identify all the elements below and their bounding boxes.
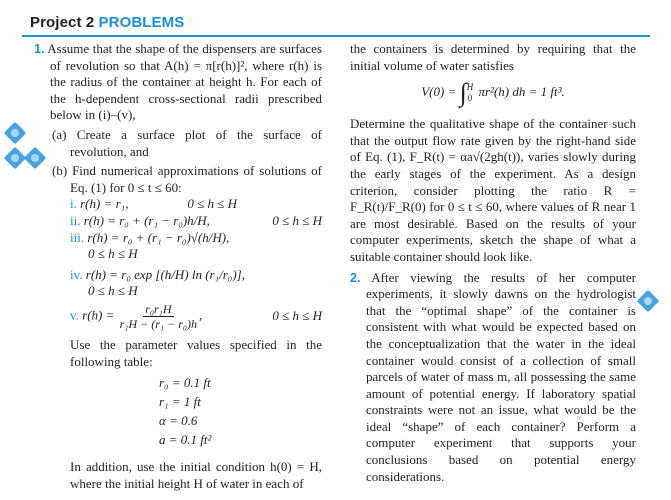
item-iii-range: 0 ≤ h ≤ H xyxy=(88,246,138,262)
item-v-fraction xyxy=(118,302,199,331)
param-intro: Use the parameter values specified in the following table: xyxy=(70,336,322,369)
problems-title: PROBLEMS xyxy=(98,14,185,31)
item-iv xyxy=(34,267,322,284)
item-iii-label: iii. xyxy=(70,229,85,245)
item-i-expr: r(h) = r₁, xyxy=(80,196,129,212)
problem-1-number: 1. xyxy=(34,42,45,56)
problem-1-text: Assume that the shape of the dispensers are surfaces of revolution so that A(h) = π[r(h)]², where r(h) is the radius of the container at height h. For each of the h-dependent cross-sectional radii prescribed below in (i)–(v), xyxy=(47,41,322,123)
volume-equation xyxy=(350,78,636,108)
problem-2-text: After viewing the results of her computer experiments, it slowly dawns on the hydrologist that the “optimal shape” of the container is consistent with what would be expected based on the conceptualization that the water in the ideal container would consist of a collection of small parcels of water of mass m, all possessing the same amount of potential energy. If laboratory spatial constraints were not an issue, what would be the ideal “shape” of each container? Perform a computer experiment that supports your conclusions based on potential energy considerations. xyxy=(366,269,636,484)
closing-text: In addition, use the initial condition h(0) = H, where the initial height H of water in each of xyxy=(70,459,322,491)
integral-limits xyxy=(467,82,474,104)
param-r0: r₀ = 0.1 ft xyxy=(159,375,211,391)
part-b: (b) Find numerical approximations of solutions of Eq. (1) for 0 ≤ t ≤ 60: xyxy=(52,163,322,195)
param-a: a = 0.1 ft² xyxy=(159,432,212,448)
item-v-comma: , xyxy=(199,307,203,323)
param-alpha: α = 0.6 xyxy=(159,413,198,429)
item-iv-label: iv. xyxy=(70,266,83,282)
item-v-denominator: r₁H − (r₁ − r₀)h xyxy=(119,316,198,331)
item-v-range: 0 ≤ h ≤ H xyxy=(272,308,322,324)
item-ii-label: ii. xyxy=(70,212,81,228)
item-iv-expr: r(h) = r₀ exp [(h/H) ln (r₁/r₀)], xyxy=(85,266,245,282)
eq-body: πr²(h) dh = 1 ft³. xyxy=(478,84,565,100)
problem-2-number: 2. xyxy=(350,270,361,285)
part-a: (a) Create a surface plot of the surface of revolution, and xyxy=(52,126,322,159)
page-header xyxy=(30,14,184,31)
cd-diamond-icon xyxy=(4,147,27,170)
item-i xyxy=(34,196,322,213)
item-i-label: i. xyxy=(70,196,77,212)
item-ii-expr: r(h) = r₀ + (r₁ − r₀)h/H, xyxy=(83,212,210,228)
item-v-label: v. xyxy=(70,307,79,323)
problem-1-intro xyxy=(34,41,322,124)
right-column xyxy=(350,41,636,485)
left-column xyxy=(34,41,322,492)
header-rule xyxy=(22,35,650,37)
item-v xyxy=(34,302,322,331)
param-table xyxy=(34,373,322,449)
eq-lhs: V(0) = xyxy=(421,84,457,100)
eq-lower: 0 xyxy=(467,93,473,104)
item-v-numerator: r₀r₁H xyxy=(145,301,172,316)
continuation-text: the containers is determined by requiring that the initial volume of water satisfies xyxy=(350,41,636,73)
item-ii xyxy=(34,213,322,230)
item-i-range: 0 ≤ h ≤ H xyxy=(187,196,237,212)
item-iii-expr: r(h) = r₀ + (r₁ − r₀)√(h/H), xyxy=(87,229,230,245)
item-iv-range: 0 ≤ h ≤ H xyxy=(88,283,138,299)
top-strip xyxy=(0,0,671,10)
cd-diamond-icon xyxy=(4,122,27,145)
integral-sign: ∫ xyxy=(459,78,467,108)
eq-upper: H xyxy=(466,82,474,93)
cd-diamond-icon xyxy=(637,290,660,313)
item-ii-range: 0 ≤ h ≤ H xyxy=(272,212,322,228)
project-title: Project 2 xyxy=(30,14,95,31)
design-text: Determine the qualitative shape of the container such that the output flow rate given by the right-hand side of Eq. (1), F_R(t) = αa√(2gh(t)), varies slowly during the early stages of the experiment. As a design criterion, consider plotting the ratio R = F_R(t)/F_R(0) for 0 ≤ t ≤ 60, where values of R near 1 are most desirable. Based on the results of your computer experiments, sketch the shape of what a suitable container should look like. xyxy=(350,116,636,264)
item-iii xyxy=(34,230,322,247)
problem-2 xyxy=(350,270,636,486)
param-r1: r₁ = 1 ft xyxy=(159,394,201,410)
item-v-lhs: r(h) = xyxy=(82,307,115,323)
